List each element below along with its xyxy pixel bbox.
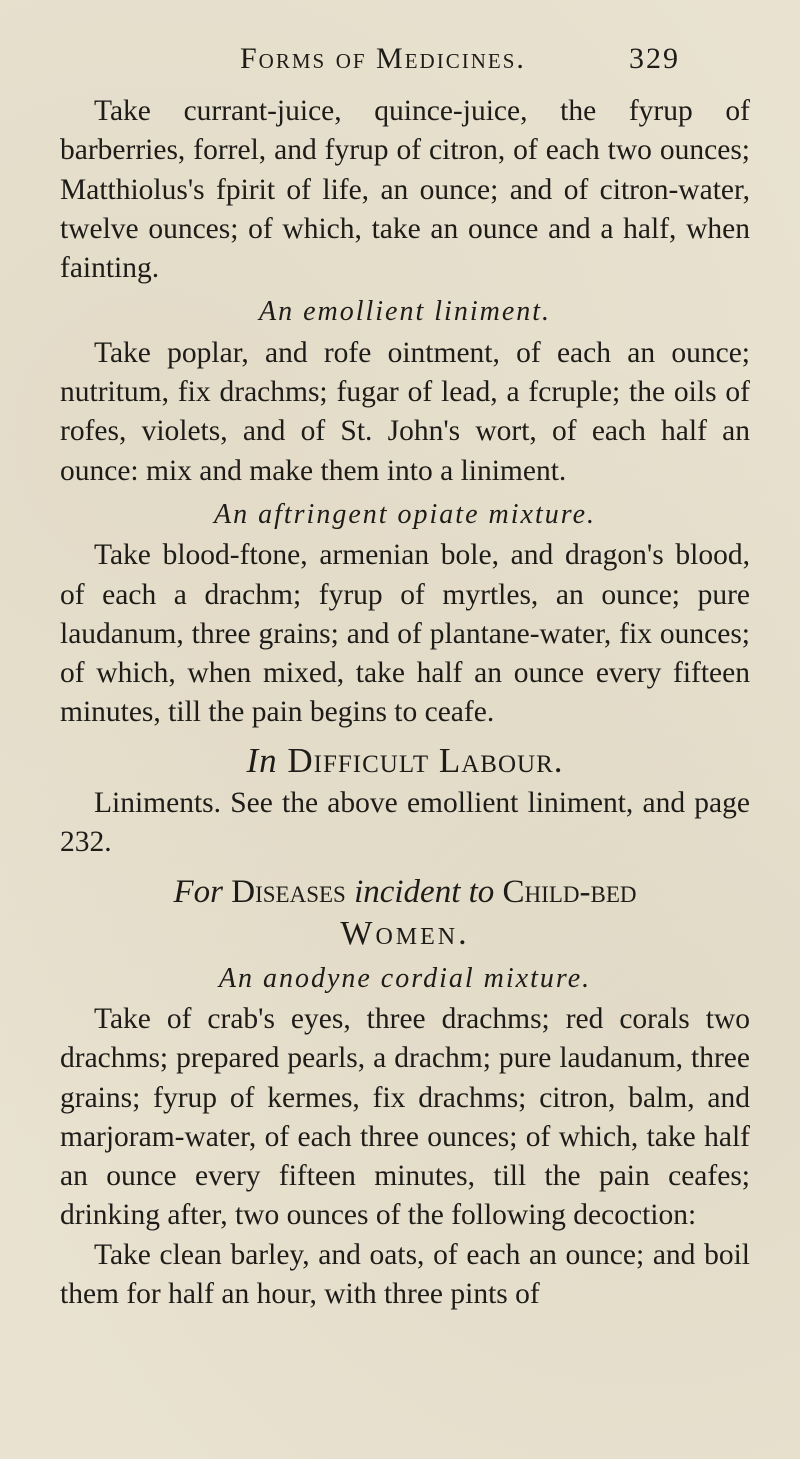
barley-paragraph: Take clean barley, and oats, of each an ounce; and boil them for half an hour, with three pints of — [60, 1238, 750, 1311]
heading-title: Difficult Labour. — [287, 740, 564, 780]
heading-women: Women. — [340, 914, 470, 952]
liniments-paragraph: Liniments. See the above emollient liniment, and page 232. — [60, 787, 750, 859]
heading-childbed: Child-bed — [502, 873, 637, 910]
anodyne-title: An anodyne cordial mixture. — [218, 962, 592, 994]
heading-incident: incident to — [354, 873, 495, 910]
page-number: 329 — [629, 42, 680, 75]
intro-paragraph: Take currant-juice, quince-juice, the fyrup of barberries, forrel, and fyrup of citron, of each two ounces; Matthiolus's fpirit of life, an ounce; and of citron-water, twelve ounces; of which, take an ounce and a half, when fainting. — [60, 95, 750, 285]
diseases-heading — [60, 871, 750, 955]
running-header — [240, 42, 680, 82]
difficult-labour-heading — [60, 741, 750, 780]
emollient-title: An emollient liniment. — [258, 296, 552, 328]
astringent-title: An aftringent opiate mixture. — [213, 498, 597, 530]
page-body — [60, 92, 750, 1314]
anodyne-paragraph: Take of crab's eyes, three drachms; red corals two drachms; prepared pearls, a drachm; pure laudanum, three grains; fyrup of kermes, fix drachms; citron, balm, and marjoram-water, of each three ounces; of which, take half an ounce every fifteen minutes, till the pain ceafes; drinking after, two ounces of the following decoction: — [60, 1002, 750, 1232]
heading-prefix: In — [246, 740, 278, 780]
astringent-paragraph: Take blood-ftone, armenian bole, and dragon's blood, of each a drachm; fyrup of myrtles, an ounce; pure laudanum, three grains; and of plantane-water, fix ounces; of which, when mixed, take half an ounce every fifteen minutes, till the pain begins to ceafe. — [60, 539, 750, 729]
heading-diseases: Diseases — [231, 873, 346, 910]
emollient-paragraph: Take poplar, and rofe ointment, of each an ounce; nutritum, fix drachms; fugar of lead, a fcruple; the oils of rofes, violets, and of St. John's wort, of each half an ounce: mix and make them into a liniment. — [60, 336, 750, 487]
heading-for: For — [173, 873, 223, 910]
running-title: Forms of Medicines. — [240, 42, 526, 75]
